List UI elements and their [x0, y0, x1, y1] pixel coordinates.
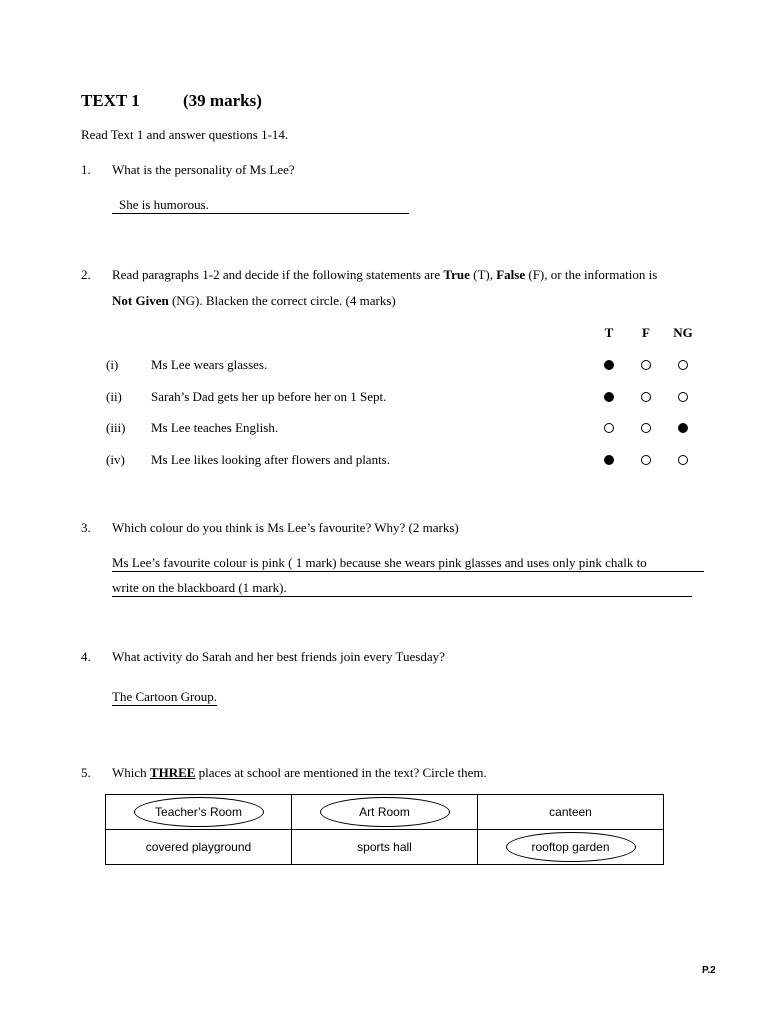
q2-ng-word: Not Given: [112, 293, 169, 308]
q1-question: What is the personality of Ms Lee?: [112, 162, 295, 177]
q2-circle-t[interactable]: [604, 392, 614, 402]
places-table: [105, 794, 664, 865]
q2-text-c: (F), or the information is: [525, 267, 658, 282]
table-row: [106, 795, 664, 830]
q2-statement-text: Ms Lee teaches English.: [151, 420, 279, 435]
q2-circle-f[interactable]: [641, 423, 651, 433]
q1-number: 1.: [81, 162, 91, 177]
q2-text-a: Read paragraphs 1-2 and decide if the following statements are: [112, 267, 444, 282]
q3-question: Which colour do you think is Ms Lee’s favourite? Why? (2 marks): [112, 520, 459, 535]
q2-instruction-line1: [112, 267, 657, 283]
q2-statement-num: (i): [106, 357, 119, 372]
place-label: canteen: [549, 805, 592, 819]
q2-circle-f[interactable]: [641, 392, 651, 402]
place-label: Teacher’s Room: [155, 805, 242, 819]
q5-text-a: Which: [112, 765, 150, 780]
q2-text-b: (T),: [469, 267, 497, 282]
q2-circle-t[interactable]: [604, 423, 614, 433]
q1-answer: She is humorous.: [112, 197, 409, 214]
q2-header-ng: NG: [673, 325, 693, 340]
q2-circle-t[interactable]: [604, 455, 614, 465]
q5-number: 5.: [81, 765, 91, 780]
q2-circle-ng[interactable]: [678, 455, 688, 465]
q4-number: 4.: [81, 649, 91, 664]
q2-false-word: False: [496, 267, 526, 282]
q5-text-b: places at school are mentioned in the text? Circle them.: [195, 765, 487, 780]
q2-circle-ng[interactable]: [678, 423, 688, 433]
section-title: TEXT 1: [81, 91, 140, 110]
page-number: P.2: [702, 965, 716, 976]
table-row: [106, 830, 664, 865]
q2-statement-text: Ms Lee likes looking after flowers and plants.: [151, 452, 390, 467]
q2-circle-f[interactable]: [641, 360, 651, 370]
q2-header-f: F: [642, 325, 650, 340]
q3-number: 3.: [81, 520, 91, 535]
q2-text-d: (NG). Blacken the correct circle. (4 marks): [168, 293, 396, 308]
q2-header-t: T: [604, 325, 614, 340]
q2-statement-num: (iv): [106, 452, 125, 467]
place-label: sports hall: [357, 840, 412, 854]
place-cell[interactable]: [292, 795, 478, 830]
place-cell[interactable]: [478, 795, 664, 830]
instructions: Read Text 1 and answer questions 1-14.: [81, 127, 289, 142]
section-marks: (39 marks): [183, 91, 262, 110]
q2-statement-num: (ii): [106, 389, 122, 404]
q3-answer-line2: write on the blackboard (1 mark).: [112, 580, 692, 597]
q5-three-word: THREE: [149, 765, 196, 780]
q5-question: [112, 765, 487, 781]
q2-circle-f[interactable]: [641, 455, 651, 465]
q2-statement-text: Ms Lee wears glasses.: [151, 357, 268, 372]
q2-statement-text: Sarah’s Dad gets her up before her on 1 Sept.: [151, 389, 387, 404]
place-cell[interactable]: [292, 830, 478, 865]
place-label: Art Room: [359, 805, 410, 819]
q2-number: 2.: [81, 267, 91, 282]
place-cell[interactable]: [106, 795, 292, 830]
q2-instruction-line2: [112, 293, 396, 309]
q2-circle-ng[interactable]: [678, 392, 688, 402]
q3-answer-line1: Ms Lee’s favourite colour is pink ( 1 mark) because she wears pink glasses and uses only pink chalk to: [112, 555, 704, 572]
q4-answer: The Cartoon Group.: [112, 689, 218, 704]
place-label: rooftop garden: [531, 840, 610, 854]
q2-true-word: True: [443, 267, 470, 282]
q4-question: What activity do Sarah and her best friends join every Tuesday?: [112, 649, 445, 664]
place-label: covered playground: [145, 840, 252, 854]
place-cell[interactable]: [478, 830, 664, 865]
q2-circle-t[interactable]: [604, 360, 614, 370]
place-cell[interactable]: [106, 830, 292, 865]
q2-circle-ng[interactable]: [678, 360, 688, 370]
q2-statement-num: (iii): [106, 420, 126, 435]
